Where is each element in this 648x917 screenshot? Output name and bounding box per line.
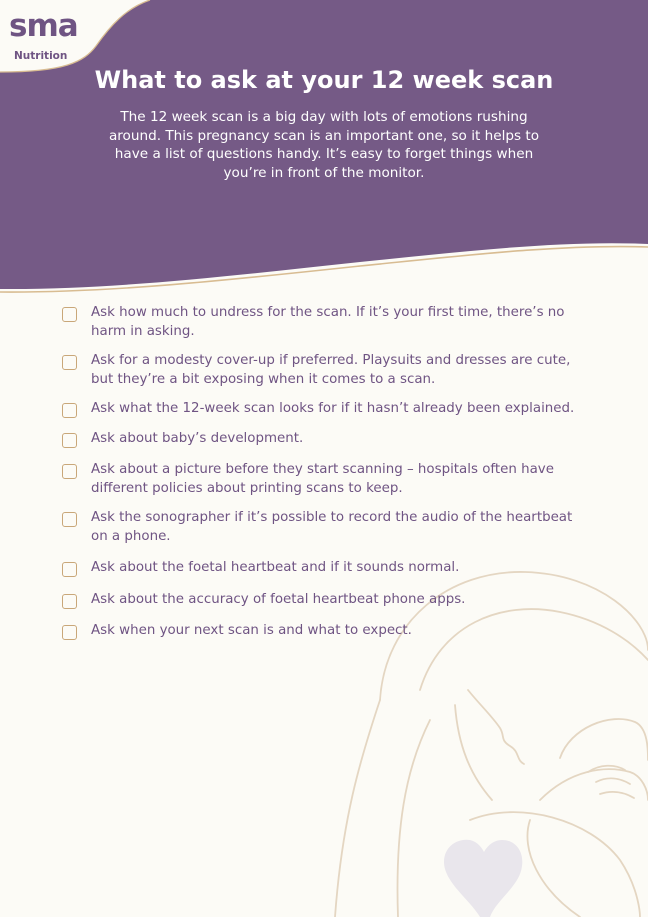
brand-logo <box>0 0 150 72</box>
empty-checkbox-icon[interactable] <box>62 403 77 418</box>
heart-icon <box>444 840 522 917</box>
mother-arm-line <box>540 769 648 800</box>
checklist-item <box>62 304 592 341</box>
checklist-item-text: Ask when your next scan is and what to expect. <box>91 623 412 638</box>
checklist-item-text: Ask about the foetal heartbeat and if it sounds normal. <box>91 560 460 575</box>
question-checklist <box>62 304 592 641</box>
empty-checkbox-icon[interactable] <box>62 307 77 322</box>
checklist-item <box>62 509 592 546</box>
back-line <box>335 700 380 917</box>
baby-head-line <box>560 719 648 760</box>
page-title: What to ask at your 12 week scan <box>94 66 554 94</box>
empty-checkbox-icon[interactable] <box>62 562 77 577</box>
checklist-item-text: Ask about baby’s development. <box>91 430 304 446</box>
checklist-item <box>62 622 592 641</box>
intro-paragraph: The 12 week scan is a big day with lots of emotions rushing around. This pregnancy scan is an important one, so it helps to have a list of questions handy. It’s easy to forget things when you’re in front of the monitor. <box>108 109 540 181</box>
empty-checkbox-icon[interactable] <box>62 512 77 527</box>
checklist-item-text: Ask for a modesty cover-up if preferred. Playsuits and dresses are cute, but they’re a bit exposing when it comes to a scan. <box>91 353 571 387</box>
checklist-item-text: Ask what the 12-week scan looks for if it hasn’t already been explained. <box>91 401 575 416</box>
face-profile-line <box>468 690 524 764</box>
checklist-item-text: Ask the sonographer if it’s possible to record the audio of the heartbeat on a phone. <box>91 510 573 544</box>
checklist-item <box>62 461 592 498</box>
checklist-item <box>62 591 592 610</box>
checklist-item <box>62 559 592 578</box>
empty-checkbox-icon[interactable] <box>62 433 77 448</box>
logo-subtitle: Nutrition <box>14 50 68 62</box>
neck-line <box>455 705 492 800</box>
checklist-item-text: Ask how much to undress for the scan. If it’s your first time, there’s no harm in asking. <box>91 305 565 339</box>
empty-checkbox-icon[interactable] <box>62 464 77 479</box>
checklist-item-text: Ask about a picture before they start scanning – hospitals often have different policies about printing scans to keep. <box>91 462 554 496</box>
logo-wordmark: sma <box>9 8 78 44</box>
empty-checkbox-icon[interactable] <box>62 355 77 370</box>
checklist-item <box>62 430 592 449</box>
shoulder-line <box>397 720 430 917</box>
inner-curve-line <box>527 820 580 917</box>
checklist-item-text: Ask about the accuracy of foetal heartbeat phone apps. <box>91 591 466 607</box>
checklist-item <box>62 352 592 389</box>
empty-checkbox-icon[interactable] <box>62 625 77 640</box>
checklist-item <box>62 400 592 419</box>
empty-checkbox-icon[interactable] <box>62 594 77 609</box>
